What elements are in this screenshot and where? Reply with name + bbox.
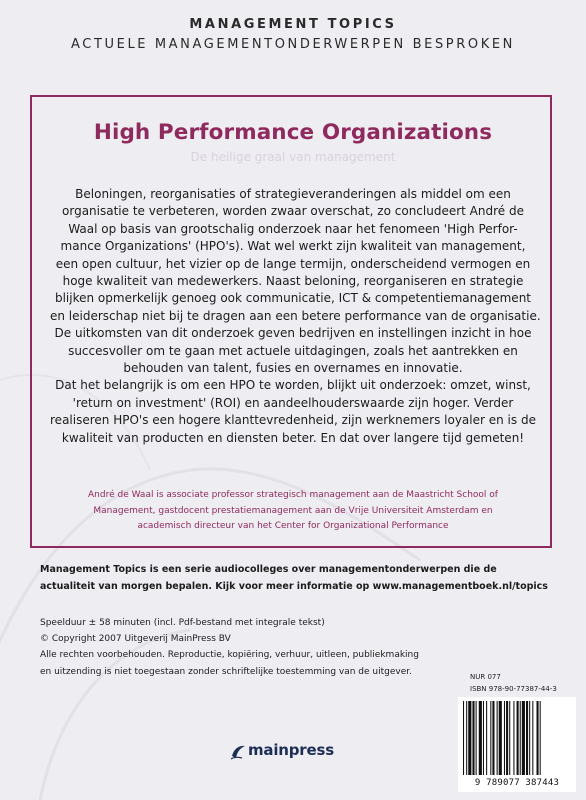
series-info-line: Management Topics is een serie audiocolleges over managementonderwerpen die de bbox=[40, 564, 497, 575]
series-info-line: actualiteit van morgen bepalen. Kijk voor meer informatie op www.managementboek.nl/topics bbox=[40, 581, 548, 592]
description-line: hoge kwaliteit van medewerkers. Naast beloning, reorganiseren en strategie bbox=[62, 274, 524, 289]
series-subtitle: ACTUELE MANAGEMENTONDERWERPEN BESPROKEN bbox=[71, 37, 515, 52]
book-title: High Performance Organizations bbox=[93, 120, 493, 145]
publisher-name: mainpress bbox=[248, 741, 334, 759]
author-bio bbox=[50, 488, 536, 535]
description-line: organisatie te verbeteren, worden zwaar overschat, zo concludeert André de bbox=[62, 204, 524, 219]
series-info bbox=[40, 561, 560, 595]
duration-line: Speelduur ± 58 minuten (incl. Pdf-bestand met integrale tekst) bbox=[40, 618, 325, 628]
rights-line: en uitzending is niet toegestaan zonder schriftelijke toestemming van de uitgever. bbox=[40, 666, 413, 677]
description-line: realiseren HPO's een hogere klanttevredenheid, zijn werknemers loyaler en is de bbox=[50, 413, 536, 428]
description-line: een open cultuur, het vizier op de lange termijn, onderscheidend vermogen en bbox=[55, 256, 531, 271]
nur-code: NUR 077 bbox=[470, 673, 501, 681]
author-line: Management, gastdocent prestatiemanagement aan de Vrije Universiteit Amsterdam en bbox=[93, 505, 493, 516]
description-line: De uitkomsten van dit onderzoek geven bedrijven en instellingen inzicht in hoe bbox=[54, 326, 532, 341]
rights-line: Alle rechten voorbehouden. Reproductie, kopiëring, verhuur, uitleen, publiekmaking bbox=[40, 650, 419, 661]
author-line: André de Waal is associate professor strategisch management aan de Maastricht School of bbox=[88, 490, 498, 500]
description-line: behouden van talent, fusies en overnames en innovatie. bbox=[123, 361, 463, 376]
publisher-logo bbox=[230, 736, 370, 766]
description-line: succesvoller om te gaan met actuele uitdagingen, zoals het aantrekken en bbox=[68, 343, 518, 358]
isbn-code: ISBN 978-90-77387-44-3 bbox=[470, 685, 557, 693]
mainpress-logo-icon bbox=[230, 742, 246, 760]
description-line: mance Organizations' (HPO's). Wat wel werkt zijn kwaliteit van management, bbox=[60, 239, 526, 254]
description-line: kwaliteit van producten en diensten beter. En dat over langere tijd gemeten! bbox=[61, 430, 525, 445]
copyright-line: © Copyright 2007 Uitgeverij MainPress BV bbox=[40, 634, 231, 645]
legal-info bbox=[40, 615, 460, 680]
description-line: blijken opmerkelijk genoeg ook communicatie, ICT & competentiemanagement bbox=[54, 291, 531, 306]
barcode bbox=[458, 697, 576, 792]
description-text bbox=[50, 186, 541, 447]
description-line: Dat het belangrijk is om een HPO te worden, blijkt uit onderzoek: omzet, winst, bbox=[55, 378, 531, 393]
book-subtitle: De heilige graal van management bbox=[190, 150, 396, 164]
description-line: en leiderschap niet bij te dragen aan een betere performance van de organisatie. bbox=[50, 308, 541, 323]
description-line: Beloningen, reorganisaties of strategieveranderingen als middel om een bbox=[75, 187, 511, 201]
description-line: 'return on investment' (ROI) en aandeelhouderswaarde zijn hoger. Verder bbox=[72, 395, 514, 410]
barcode-icon bbox=[463, 701, 571, 775]
series-title: MANAGEMENT TOPICS bbox=[189, 17, 397, 32]
author-line: academisch directeur van het Center for Organizational Performance bbox=[137, 521, 449, 531]
description-line: Waal op basis van grootschalig onderzoek naar het fenomeen 'High Perfor- bbox=[68, 221, 518, 236]
barcode-number: 9 789077 387443 bbox=[474, 778, 560, 788]
